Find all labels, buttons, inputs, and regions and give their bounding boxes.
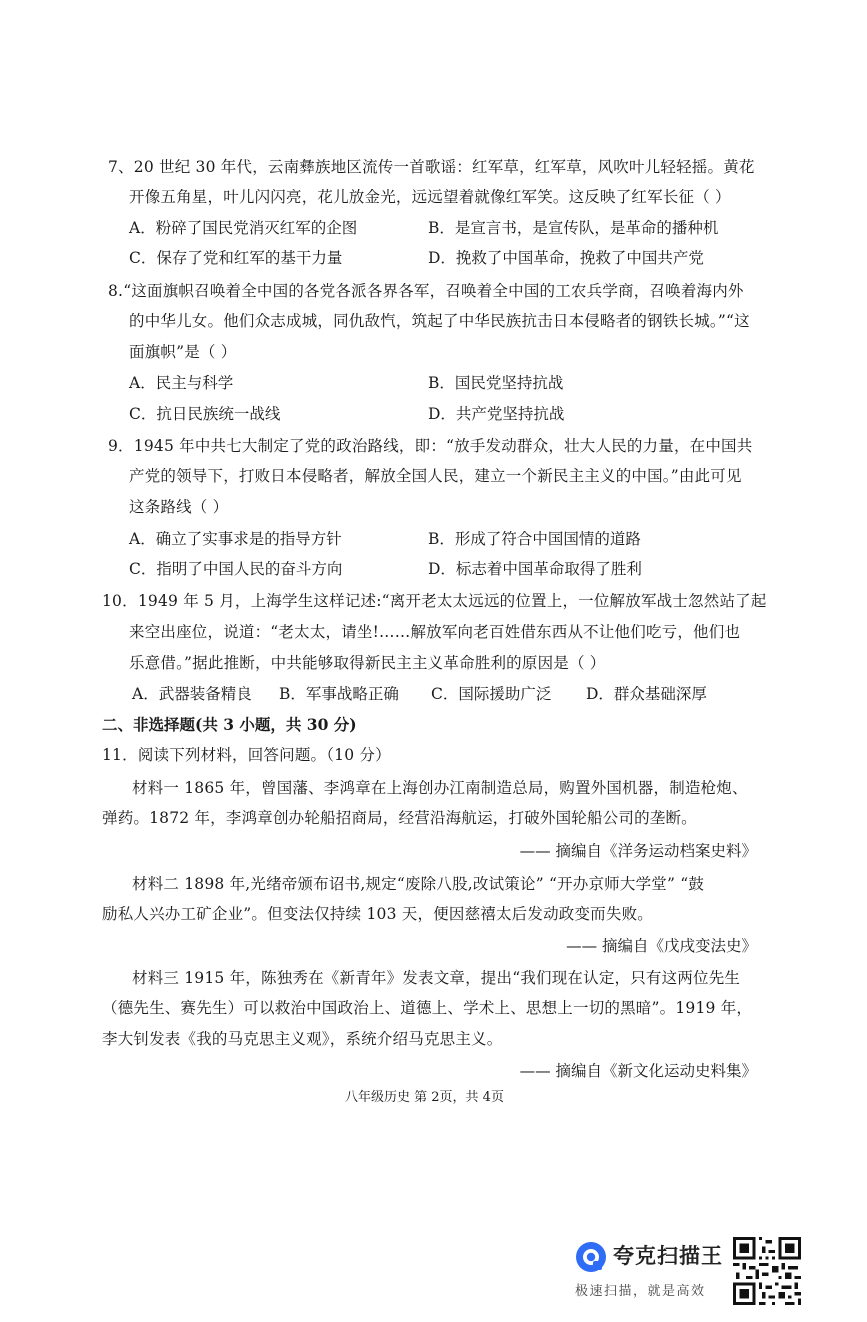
q9-stem-line-3: 这条路线（ ） <box>129 498 229 516</box>
q10-option-a: A．武器装备精良 <box>132 685 252 703</box>
q11-material-2-source: —— 摘编自《戊戌变法史》 <box>566 937 757 955</box>
quark-logo-icon <box>575 1241 607 1273</box>
q11-title: 11．阅读下列材料，回答问题。（10 分） <box>102 746 391 764</box>
q9-option-c: C．指明了中国人民的奋斗方向 <box>129 560 343 578</box>
q11-material-1-line-2: 弹药。1872 年，李鸿章创办轮船招商局，经营沿海航运，打破外国轮船公司的垄断。 <box>102 809 697 827</box>
q8-option-c: C．抗日民族统一战线 <box>129 405 281 423</box>
watermark-brand-name: 夸克扫描王 <box>613 1244 723 1268</box>
q11-material-1-source: —— 摘编自《洋务运动档案史料》 <box>519 842 757 860</box>
section-2-heading: 二、非选择题(共 3 小题，共 30 分) <box>102 715 357 734</box>
q7-option-d: D．挽救了中国革命，挽救了中国共产党 <box>428 249 704 267</box>
q9-stem-line-1: 9．1945 年中共七大制定了党的政治路线，即：“放手发动群众，壮大人民的力量，在中国共 <box>108 437 753 455</box>
q11-material-3-line-3: 李大钊发表《我的马克思主义观》，系统介绍马克思主义。 <box>102 1030 503 1048</box>
q9-option-b: B．形成了符合中国国情的道路 <box>428 530 641 548</box>
q10-option-b: B．军事战略正确 <box>279 685 399 703</box>
q10-option-d: D．群众基础深厚 <box>586 685 707 703</box>
scanner-watermark <box>575 1237 725 1307</box>
q7-option-c: C．保存了党和红军的基干力量 <box>129 249 343 267</box>
q10-stem-line-2: 来空出座位，说道：“老太太，请坐!……解放军向老百姓借东西从不让他们吃亏，他们也 <box>129 623 741 641</box>
q11-material-3-line-1: 材料三 1915 年，陈独秀在《新青年》发表文章，提出“我们现在认定，只有这两位先生 <box>132 969 741 987</box>
page-footer: 八年级历史 第 2页，共 4页 <box>345 1090 504 1105</box>
q9-option-a: A．确立了实事求是的指导方针 <box>129 530 342 548</box>
q11-material-3-source: —— 摘编自《新文化运动史料集》 <box>519 1062 757 1080</box>
q9-stem-line-2: 产党的领导下，打败日本侵略者，解放全国人民，建立一个新民主主义的中国。”由此可见 <box>129 467 742 485</box>
watermark-slogan: 极速扫描，就是高效 <box>575 1284 706 1299</box>
q9-option-d: D．标志着中国革命取得了胜利 <box>428 560 642 578</box>
q11-material-1-line-1: 材料一 1865 年，曾国藩、李鸿章在上海创办江南制造总局，购置外国机器，制造枪炮、 <box>132 779 748 797</box>
q7-stem-line-2: 开像五角星，叶儿闪闪亮，花儿放金光，远远望着就像红军笑。这反映了红军长征（ ） <box>129 188 731 206</box>
q8-stem-line-1: 8.“这面旗帜召唤着全中国的各党各派各界各军，召唤着全中国的工农兵学商，召唤着海内外 <box>108 282 744 300</box>
q11-material-3-line-2: （德先生、赛先生）可以救治中国政治上、道德上、学术上、思想上一切的黑暗”。1919 年， <box>102 999 753 1017</box>
q10-stem-line-3: 乐意借。”据此推断，中共能够取得新民主主义革命胜利的原因是（ ） <box>129 654 606 672</box>
q11-material-2-line-1: 材料二 1898 年,光绪帝颁布诏书,规定“废除八股,改试策论” “开办京师大学堂” “鼓 <box>132 875 705 893</box>
qr-code-icon <box>733 1237 801 1305</box>
q10-stem-line-1: 10．1949 年 5 月，上海学生这样记述:“离开老太太远远的位置上，一位解放军战士忽然站了起 <box>102 592 767 610</box>
q8-option-d: D．共产党坚持抗战 <box>428 405 565 423</box>
q7-stem-line-1: 7、20 世纪 30 年代，云南彝族地区流传一首歌谣：红军草，红军草，风吹叶儿轻轻摇。黄花 <box>108 158 755 176</box>
q8-stem-line-2: 的中华儿女。他们众志成城，同仇敌忾，筑起了中华民族抗击日本侵略者的钢铁长城。”“这 <box>129 312 750 330</box>
q7-option-b: B．是宣言书，是宣传队，是革命的播种机 <box>428 219 719 237</box>
q8-stem-line-3: 面旗帜”是（ ） <box>129 343 237 361</box>
q8-option-b: B．国民党坚持抗战 <box>428 374 564 392</box>
q7-option-a: A．粉碎了国民党消灭红军的企图 <box>129 219 358 237</box>
q10-option-c: C．国际援助广泛 <box>431 685 552 703</box>
q8-option-a: A．民主与科学 <box>129 374 234 392</box>
q11-material-2-line-2: 励私人兴办工矿企业”。但变法仅持续 103 天，便因慈禧太后发动政变而失败。 <box>102 905 653 923</box>
